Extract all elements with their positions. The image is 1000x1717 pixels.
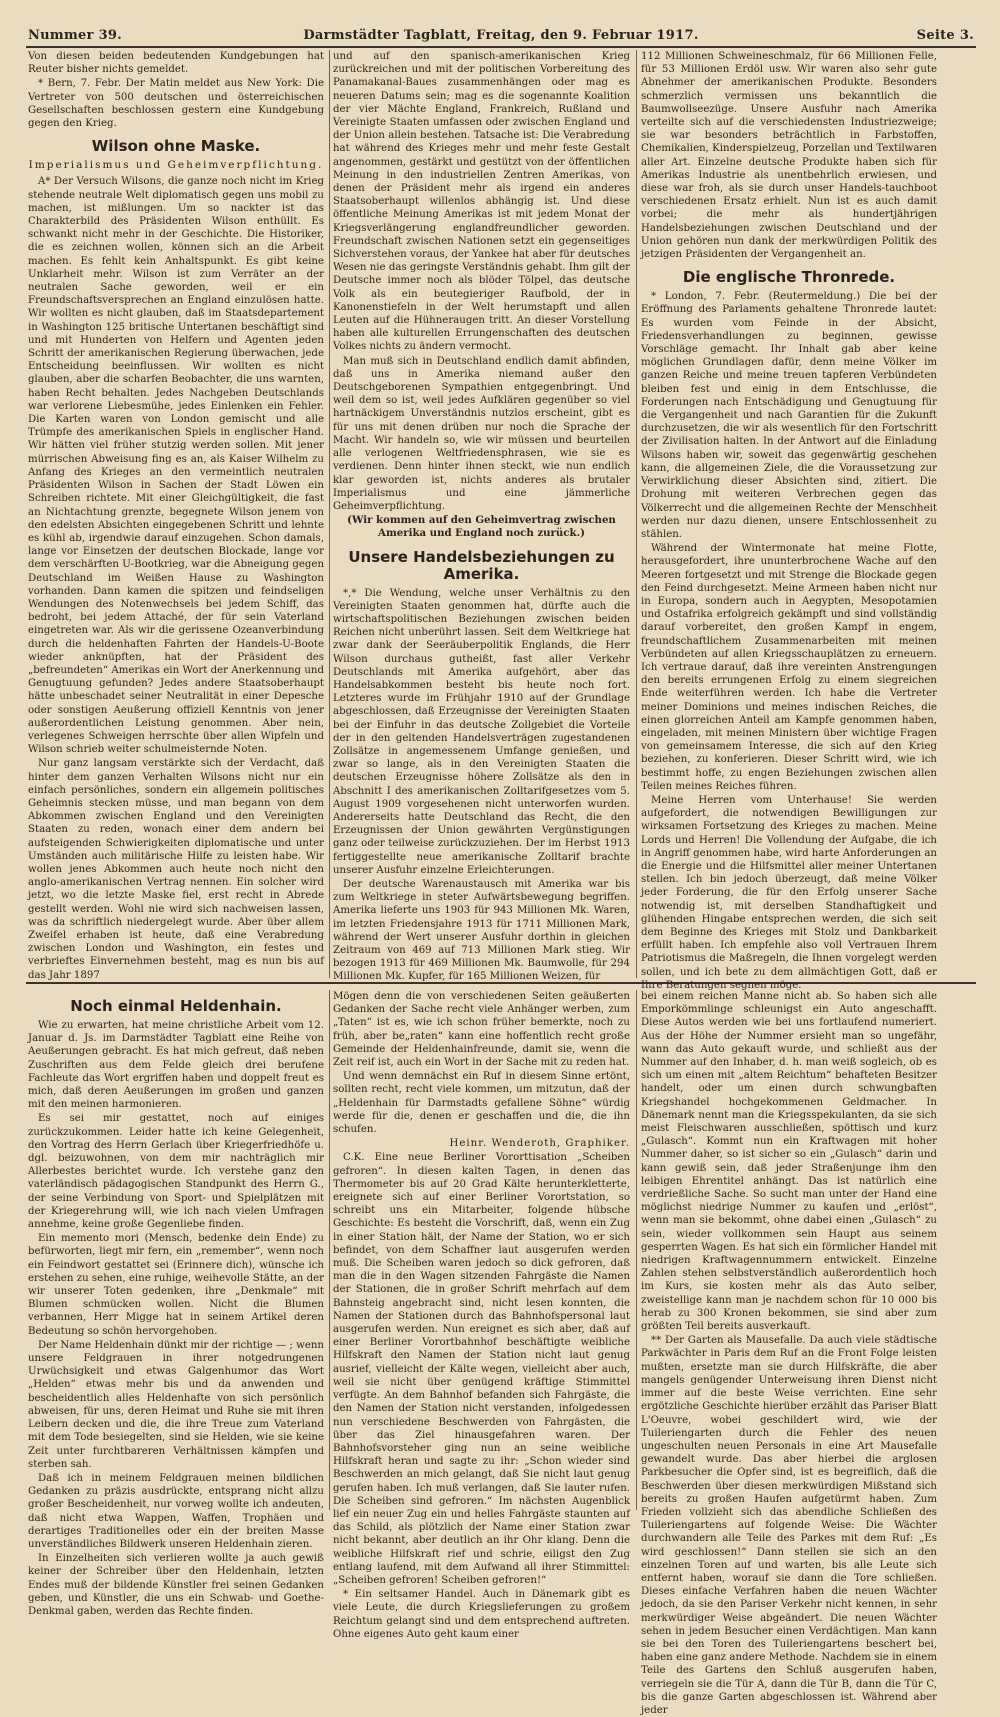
column-2 xyxy=(333,50,630,983)
paragraph: Ein memento mori (Mensch, bedenke dein Ende) zu befürworten, liegt mir fern, ein „remember“, wenn noch ein Feindwort gestattet sei (Erinnere dich), wünsche ich erstehen zu sehen, eine ruhige, weihevolle Stätte, an der wir unserer Toten gedenken, ihre „Denkmale“ mit Blumen schmücken wollen. Nicht die Blumen verbannen, Herr Migge hat in seinem Artikel deren Bedeutung so schön hervorgehoben. xyxy=(28,1233,324,1337)
paragraph: Der deutsche Warenaustausch mit Amerika war bis zum Weltkriege in steter Aufwärtsbewegung begriffen. Amerika lieferte uns 1903 für 943 Millionen Mk. Waren, im letzten Friedensjahre 1913 für 1711 Millionen Mark, während der Wert unserer Ausfuhr dorthin in gleichen Zeitraum von 469 auf 713 Millionen Mark stieg. Wir bezogen 1913 für 469 Millionen Mk. Baumwolle, für 294 Millionen Mk. Kupfer, für 165 Millionen Weizen, für xyxy=(333,878,630,983)
paragraph: bei einem reichen Manne nicht ab. So haben sich alle Emporkömmlinge schleunigst ein Auto angeschafft. Diese Autos werden wie bei uns fortlaufend numeriert. Aus der Höhe der Nummer ersieht man so ungefähr, wann das Auto gekauft wurde, und schließt aus der Nummer auf den Inhaber, d. h. man weiß sogleich, ob es sich um einen mit „altem Reichtum“ behafteten Besitzer handelt, oder um einen durch schwungbaften Kriegshandel hochgekommenen Geldmacher. In Dänemark nennt man die Kriegsspekulanten, da sie sich meist Fleischwaren ausschließen, spöttisch und kurz „Gulasch“. Kommt nun ein Kraftwagen mit hoher Nummer daher, so ist sicher so ein „Gulasch“ darin und kann gewiß sein, daß jeder Straßenjunge ihm den leibigen Ehrentitel anhängt. Das ist natürlich eine verdrießliche Sache. So sucht man unter der Hand eine möglichst niedrige Nummer zu kaufen und „erlöst“, wenn man sie bekommt, ohne dabei einen „Gulasch“ zu sein, wieder vollkommen sein Haupt aus seinem gesperrten Wagen. Es hat sich ein förmlicher Handel mit niedrigen Kraftwagennummern entwickelt. Einzelne Zahlen stehen selbstverständlich außerordentlich hoch im Kurs, sie kosten mehr als das Auto selber, zweistellige kann man je nachdem schon für 10 000 bis herab zu 300 Kronen bekommen, sie sind aber zum größten Teil bereits ausverkauft. xyxy=(641,991,937,1333)
paragraph: * London, 7. Febr. (Reutermeldung.) Die bei der Eröffnung des Parlaments gehaltene Thronrede lautet: Es wurden vom Feinde in der Absicht, Friedensverhandlungen zu beginnen, gewisse Vorschläge gemacht. Ihr Inhalt gab aber keine möglichen Grundlagen dafür, denn meine Völker im ganzen Reiche und meine treuen tapferen Verbündeten bleiben fest und einig in dem Entschlusse, die Forderungen nach Entschädigung und Genugtuung für die Vergangenheit und nach Garantien für die Zukunft durchzusetzen, die wir als wesentlich für den Fortschritt der Zivilisation halten. In der Antwort auf die Einladung Wilsons haben wir, soweit das gegenwärtig geschehen kann, die allgemeinen Ziele, die die Voraussetzung zur Verwirklichung dieser Absichten sind, zitiert. Die Drohung mit weiteren Verbrechen gegen das Völkerrecht und die allgemeinen Rechte der Menschheit werden nur dazu dienen, unsere Entschlossenheit zu stählen. xyxy=(641,291,937,540)
paragraph: Daß ich in meinem Feldgrauen meinen bildlichen Gedanken zu präzis ausdrückte, entsprang nicht allzu großer Bescheidenheit, nur vorweg wollte ich andeuten, daß nicht etwa Wappen, Waffen, Trophäen und derartiges Traditionelles oder ein der breiten Masse unverständliches Bildwerk unseren Heldenhain zieren. xyxy=(28,1472,324,1550)
column-rule xyxy=(329,990,330,1510)
column-rule xyxy=(329,50,330,978)
paper-title-date: Darmstädter Tagblatt, Freitag, den 9. Februar 1917. xyxy=(303,28,699,43)
article-headline: Noch einmal Heldenhain. xyxy=(70,997,282,1015)
paragraph: A* Der Versuch Wilsons, die ganze noch nicht im Krieg stehende neutrale Welt diplomatisch gegen uns mobil zu machen, ist mißlungen. Um so nackter ist das Charakterbild des Präsidenten Wilson enthüllt. Es schwankt nicht mehr in der Geschichte. Die Historiker, die es zeichnen wollen, können sich an die Arbeit machen. Es fehlt kein Anhaltspunkt. Es gibt keine Unklarheit mehr. Wilson ist zum Verräter an der neutralen Sache geworden, weil er ein Freundschaftsversprechen an England einzulösen hatte. Wir wollten es nicht glauben, daß im Staatsdepartement in Washington 125 britische Untertanen beschäftigt sind und mit Hunderten von Helfern und Agenten jeden Schritt der amerikanischen Regierung überwachen, jede Entscheidung beeinflussen. Wir wollten es nicht glauben, aber die scharfen Beobachter, die uns warnten, haben Recht behalten. Jedes Nachgeben Deutschlands war verlorene Liebesmühe, jedes Einlenken ein Fehler. Die Karten waren von London gemischt und alle Trümpfe des amerikanischen Spiels in englischer Hand. Wir hätten viel früher stutzig werden sollen. Mit jener mürrischen Abweisung fing es an, als Kaiser Wilhelm zu Anfang des Krieges an den vermeintlich neutralen Präsidenten Wilson in Sachen der Stadt Löwen ein Schreiben richtete. Mit einer Gleichgültigkeit, die fast an Nichtachtung grenzte, begegnete Wilson jenem von den edelsten Absichten eingegebenen Schritt und lehnte es kühl ab, irgendwie darauf einzugehen. Schon damals, lange vor Einsetzen der deutschen Blockade, lange vor dem verschärften U-Bootkrieg, war die Abneigung gegen Deutschland im Weißen Hause zu Washington vorhanden. Dann kamen die spitzen und feindseligen Wendungen des Notenwechsels bei jedem Schiff, das bedroht, bei jedem Attaché, der für sein Vaterland eingetreten war. Als wir die gerissene Ozeanverbindung durch die heldenhaften Fahrten der Handels-U-Boote wieder anknüpften, hat der Präsident des „befreundeten“ Amerikas ein Wort der Anerkennung und Genugtuung gefunden? Jedes andere Staatsoberhaupt hätte unbeschadet seiner Neutralität in einer Depesche oder sonstigen Aeußerung offiziell Kenntnis von jener außerordentlichen Leistung genommen. Aber nein, verlegenes Schweigen herrschte über allen Wipfeln und Wilson schrieb weiter schulmeisternde Noten. xyxy=(28,176,324,756)
article-headline: Die englische Thronrede. xyxy=(682,268,896,287)
paragraph: Und wenn demnächst ein Ruf in diesem Sinne ertönt, sollten recht, recht viele kommen, um mitzutun, daß der „Heldenhain für Darmstadts gefallene Söhne“ würdig werde für die, denen er geschaffen und die, die ihn schufen. xyxy=(333,1071,630,1136)
paragraph: Man muß sich in Deutschland endlich damit abfinden, daß uns in Amerika niemand außer den Deutschgeborenen Sympathien entgegenbringt. Und weil dem so ist, weil jedes Aufklären gegenüber so viel hartnäckigem Unverständnis nutzlos erscheint, gibt es für uns mit denen drüben nur noch die Sprache der Macht. Wir handeln so, wie wir müssen und beurteilen alle verlogenen Weltfriedensphrasen, wie sie es verdienen. Denn hinter ihnen steckt, wie nun endlich klar geworden ist, nichts anderes als brutaler Imperialismus und eine jämmerliche Geheimverpflichtung. xyxy=(333,355,630,512)
issue-number: Nummer 39. xyxy=(28,28,123,43)
article-headline: Wilson ohne Maske. xyxy=(91,137,261,156)
paragraph: 112 Millionen Schweineschmalz, für 66 Millionen Felle, für 53 Millionen Erdöl usw. Wir waren also sehr gute Abnehmer der amerikanischen Produkte. Besonders schmerzlich vermissen uns bekanntlich die Baumwollseezüge. Unsere Ausfuhr nach Amerika verteilte sich auf die verschiedensten Industriezweige; sie war besonders beträchtlich in Farbstoffen, Chemikalien, Kinderspielzeug, Porzellan und Textilwaren aller Art. Einzelne deutsche Produkte haben sich für Amerikas Industrie als unentbehrlich erwiesen, und diese war froh, als sie durch unser Handels-tauchboot verschiedenen Ersatz erhielt. Nun ist es auch damit vorbei; die mehr als hundertjährigen Handelsbeziehungen zwischen Deutschland und der Union gehören nun dank der merkwürdigen Politik des jetzigen Präsidenten der Vergangenheit an. xyxy=(641,51,937,261)
column-6 xyxy=(641,990,937,1716)
paragraph: Mögen denn die von verschiedenen Seiten geäußerten Gedanken der Sache recht viele Anhänger werben, zum „Taten“ ist es, wie ich schon früher bemerkte, noch zu früh, aber be„raten“ kann eine hoffentlich recht große Gemeinde der Heldenhainfreunde, damit sie, wenn die Zeit reif ist, auch ein Wort in der Sache mit zu reden hat. xyxy=(333,991,630,1069)
article-headline: Unsere Handelsbeziehungen zu Amerika. xyxy=(348,547,615,583)
paragraph: Nur ganz langsam verstärkte sich der Verdacht, daß hinter dem ganzen Verhalten Wilsons nicht nur ein einfach persönliches, sondern ein allgemein politisches Geheimnis stecken müsse, und man begann von dem Abkommen zwischen England und den Vereinigten Staaten zu reden, wonach einer dem andern bei aufsteigenden Schwierigkeiten diplomatische und unter Umständen auch militärische Hilfe zu leisten habe. Wir wollen jenes Abkommen auch heute noch nicht den anglo-amerikanischen Vertrag nennen. Ein solcher wird jetzt, wo die letzte Maske fiel, erst recht in Abrede gestellt werden. Wohl nie wird sich nachweisen lassen, was da schriftlich niedergelegt wurde. Aber über allem Zweifel erhaben ist heute, daß eine Verabredung zwischen London und Washington, ein festes und verbrieftes Einvernehmen besteht, mag es nun bis auf das Jahr 1897 xyxy=(28,758,324,981)
paragraph: ** Der Garten als Mausefalle. Da auch viele städtische Parkwächter in Paris dem Ruf an die Front Folge leisten mußten, ersetzte man sie durch Hilfskräfte, die aber mangels genügender Unterweisung ihren Dienst nicht immer auf die beste Weise verrichten. Eine sehr ergötzliche Geschichte hierüber erzählt das Pariser Blatt L'Oeuvre, wobei geschildert wird, wie der Tuileriengarten durch die Fehler des neuen ungeschulten neuen Personals in eine Art Mausefalle gewandelt wurde. Das aber hierbei die arglosen Parkbesucher die Opfer sind, ist es begreiflich, daß die Beschwerden über diesen merkwürdigen Mißstand sich bereits zu großen Haufen aufgetürmt haben. Zum Frieden vollzieht sich das abendliche Schließen des Tuileriengartens auf folgende Weise: Die Wächter durchwandern alle Teile des Parkes mit dem Ruf: „Es wird geschlossen!“ Dann stellen sie sich an den einzelnen Toren auf und warten, bis alle Leute sich entfernt haben, worauf sie dann die Tore schließen. Dieses einfache Verfahren haben die neuen Wächter jedoch, da sie den Pariser Verkehr nicht kennen, in sehr merkwürdiger Weise abgeändert. Die neuen Wächter sehen in jedem Besucher einen Verdächtigen. Man kann sie bei den Toren des Tuileriengartens beschert bei, haben eine ganz andere Methode. Nachdem sie in einem Teile des Gartens den Schluß ausgerufen haben, verriegeln sie die Tür A, dann die Tür B, dann die Tür C, bis die ganze Garten abgeschlossen ist. Während aber jeder xyxy=(641,1335,937,1716)
paragraph: Es sei mir gestattet, noch auf einiges zurückzukommen. Leider hatte ich keine Gelegenheit, den Vortrag des Herrn Gerlach über Kriegerfriedhöfe u. dgl. beizuwohnen, von dem mir nachträglich mir Allerbestes berichtet wurde. Ich verstehe ganz den vaterländisch pädagogischen Standpunkt des Herrn G., der seine Verbindung von Sport- und Spielplätzen mit der Kriegerehrung will, wie ich nach vielen Umfragen annehme, keine große Gegenliebe finden. xyxy=(28,1113,324,1231)
news-item-bern: * Bern, 7. Febr. Der Matin meldet aus New York: Die Vertreter von 500 deutschen und österreichischen Gesellschaften beschlossen gestern eine Kundgebung gegen den Krieg. xyxy=(28,78,324,130)
editor-note: (Wir kommen auf den Geheimvertrag zwischen Amerika und England noch zurück.) xyxy=(347,514,616,540)
paragraph: Von diesen beiden bedeutenden Kundgebungen hat Reuter bisher nichts gemeldet. xyxy=(28,51,324,76)
page-number: Seite 3. xyxy=(916,28,974,43)
paragraph: In Einzelheiten sich verlieren wollte ja auch gewiß keiner der Schreiber über den Heldenhain, letzten Endes muß der bildende Künstler frei seinen Gedanken geben, und Künstler, die uns ein Schwab- und Goethe-Denkmal gaben, werden das Rechte finden. xyxy=(28,1553,324,1617)
masthead xyxy=(26,28,976,48)
paragraph: und auf den spanisch-amerikanischen Krieg zurückreichen und mit der politischen Vorbereitung des Panamakanal-Baues zusammenhängen oder mag es neueren Datums sein; mag es die sogenannte Koalition der vier Mächte England, Frankreich, Rußland und Vereinigte Staaten umfassen oder zwischen England und der Union allein bestehen. Tatsache ist: Die Verabredung hat während des Krieges mehr und mehr feste Gestalt angenommen, gestärkt und gestützt von der öffentlichen Meinung in den industriellen Zentren Amerikas, von denen der Präsident mehr als irgend ein anderes Staatsoberhaupt willenlos abhängig ist. Und diese öffentliche Meinung Amerikas ist mit jedem Monat der Kriegsverlängerung englandfreundlicher geworden. Freundschaft zwischen Nationen setzt ein gegenseitiges Sichverstehen voraus, der Yankee hat aber für deutsches Wesen nie das geringste Verständnis gehabt. Ihm gilt der Deutsche immer noch als blöder Tölpel, das deutsche Volk als ein beutegieriger Raufbold, der in Kanonenstiefeln in der Welt herumstapft und allen Leuten auf die Hühneraugen tritt. An dieser Vorstellung haben alle kulturellen Errungenschaften des deutschen Volkes nichts zu ändern vermocht. xyxy=(333,51,630,353)
column-1 xyxy=(28,50,324,981)
column-rule xyxy=(636,50,637,978)
paragraph: Wie zu erwarten, hat meine christliche Arbeit vom 12. Januar d. Js. im Darmstädter Tagblatt eine Reihe von Aeußerungen gebracht. Es hat mich gefreut, daß neben Zuschriften aus dem Felde gleich drei berufene Fachleute das Wort ergriffen haben und doppelt freut es mich, daß deren Aeußerungen im großen und ganzen mit den meinen harmonieren. xyxy=(28,1020,324,1111)
article-subheadline: Imperialismus und Geheimverpflichtung. xyxy=(28,159,324,172)
author-signature: Heinr. Wenderoth, Graphiker. xyxy=(449,1138,630,1150)
paragraph: C.K. Eine neue Berliner Vororttisation „Scheiben gefroren“. In diesen kalten Tagen, in denen das Thermometer bis auf 20 Grad Kälte herunterkletterte, ereignete sich auf einer Berliner Vorortstation, so schreibt uns ein Mitarbeiter, folgende hübsche Geschichte: Es besteht die Vorschrift, daß, wenn ein Zug in einer Station hält, der Name der Station, wo er sich befindet, von dem Schaffner laut ausgerufen werden muß. Die Scheiben waren jedoch so dick gefroren, daß man die in den Wagen sitzenden Fahrgäste die Namen der Stationen, die in großer Schrift mehrfach auf dem Bahnsteig angebracht sind, nicht lesen konnten, die Namen der Stationen durch das Bahnhofspersonal laut ausgerufen werden. Nun ereignet es sich aber, daß auf einer Berliner Vorortbahnhof beschäftigte weibliche Hilfskraft den Namen der Station nicht laut genug ausrief, vielleicht der Kälte wegen, vielleicht aber auch, weil sie nicht über genügend kräftige Stimmittel verfügte. An dem Bahnhof befanden sich Fahrgäste, die den Namen der Station nicht verstanden, infolgedessen nun verschiedene Beschwerden von Fahrgästen, die über das Ziel hinausgefahren waren. Der Bahnhofsvorsteher ging nun an seine weibliche Hilfskraft heran und sagte zu ihr: „Schon wieder sind Beschwerden an mich gelangt, daß Sie nicht laut genug gerufen haben. Ich muß verlangen, daß Sie lauter rufen. Die Scheiben sind gefroren.“ Im nächsten Augenblick lief ein neuer Zug ein und helles Fahrgäste staunten auf das Schild, als plötzlich der Name einer Station zwar nicht bekannt, aber deutlich an ihr Ohr klang. Denn die weibliche Hilfskraft rief und schrie, eiligst den Zug entlang laufend, mit dem Aufwand all ihrer Stimmittel: „Scheiben gefroren! Scheiben gefroren!“ xyxy=(333,1152,630,1586)
paragraph: Meine Herren vom Unterhause! Sie werden aufgefordert, die notwendigen Bewilligungen zur wirksamen Fortsetzung des Krieges zu machen. Meine Lords und Herren! Die Vollendung der Aufgabe, die ich in Angriff genommen habe, wird harte Anforderungen an die Energie und die Hilfsmittel aller meiner Untertanen stellen. Ich bin jedoch überzeugt, daß meine Völker jeder Forderung, die für den Erfolg unserer Sache notwendig ist, mit derselben Standhaftigkeit und glühenden Hingabe entsprechen werden, die sich seit dem Beginne des Krieges mit Stolz und Dankbarkeit erfüllt haben. Ich empfehle also voll Vertrauen Ihrem Patriotismus die Maßregeln, die Ihnen vorgelegt werden sollen, und ich bete zu dem allmächtigen Gott, daß er Ihre Beratungen segnen möge. xyxy=(641,794,937,991)
paragraph: * Ein seltsamer Handel. Auch in Dänemark gibt es viele Leute, die durch Kriegslieferungen zu großem Reichtum gelangt sind und dem entsprechend auftreten. Ohne eigenes Auto geht kaum einer xyxy=(333,1589,630,1640)
column-rule xyxy=(636,990,637,1510)
paragraph: Der Name Heldenhain dünkt mir der richtige — ; wenn unsere Feldgrauen in ihrer notgedrungenen Urwüchsigkeit und etwas Galgenhumor das Wort „Helden“ etwas mehr bis und da anwenden und bescheidentlich alles Heldenhafte von sich persönlich abweisen, für uns, deren Heimat und Ruhe sie mit ihren Leibern decken und die, die ihre Treue zum Vaterland mit dem Tode besiegelten, sind sie Helden, wie sie keine Zeit unter furchtbareren Verhältnissen kämpfen und sterben sah. xyxy=(28,1339,324,1470)
paragraph: Während der Wintermonate hat meine Flotte, herausgefordert, ihre ununterbrochene Wache auf den Meeren fortgesetzt und mit Strenge die Blockade gegen den Feind durchgesetzt. Meine Armeen haben nicht nur in Europa, sondern auch in Aegypten, Mesopotamien und Ostafrika erfolgreich gekämpft und sind vollständig darauf vorbereitet, den großen Kampf in engem, freundschaftlichem Zusammenarbeiten mit meinen Verbündeten auf allen Kriegsschauplätzen zu erneuern. Ich vertraue darauf, daß ihre vereinten Anstrengungen den bereits errungenen Erfolg zu einem siegreichen Ende weiterführen werden. Ich habe die Vertreter meiner Dominions und meines indischen Reiches, die einen glorreichen Anteil am Kampfe genommen haben, eingeladen, mit meinen Ministern über wichtige Fragen von gemeinsamem Interesse, die sich auf den Krieg beziehen, zu konferieren. Dieser Schritt wird, wie ich bestimmt hoffe, zu engen Beziehungen zwischen allen Teilen meines Reiches führen. xyxy=(641,543,937,792)
column-3 xyxy=(641,50,937,991)
column-5 xyxy=(333,990,630,1640)
paragraph: *,* Die Wendung, welche unser Verhältnis zu den Vereinigten Staaten genommen hat, dürfte auch die wirtschaftspolitischen Beziehungen zwischen beiden Reichen nicht unberührt lassen. Seit dem Weltkriege hat zwar dank der Seeräuberpolitik Englands, die Herr Wilson durchaus gutheißt, fast aller Verkehr Deutschlands mit Amerika aufgehört, aber das Handelsabkommen besteht bis heute noch fort. Letzteres wurde im Frühjahr 1910 auf der Grundlage abgeschlossen, daß Erzeugnisse der Vereinigten Staaten bei der Einfuhr in das deutsche Zollgebiet die Vorteile der in den geltenden Handelsverträgen zugestandenen Zollsätze in angemessenem Umfange genießen, und zwar so lange, als in den Vereinigten Staaten die deutschen Erzeugnisse höhere Zollsätze als den in Abschnitt I des amerikanischen Zolltarifgesetzes vom 5. August 1909 vorgesehenen nicht unterworfen wurden. Andererseits hatte Deutschland das Recht, die den Erzeugnissen der Union gewährten Vergünstigungen ganz oder teilweise zurückzuziehen. Der im Herbst 1913 fertiggestellte neue amerikanische Zolltarif brachte unserer Ausfuhr einzelne Erleichterungen. xyxy=(333,587,630,876)
column-4 xyxy=(28,990,324,1617)
